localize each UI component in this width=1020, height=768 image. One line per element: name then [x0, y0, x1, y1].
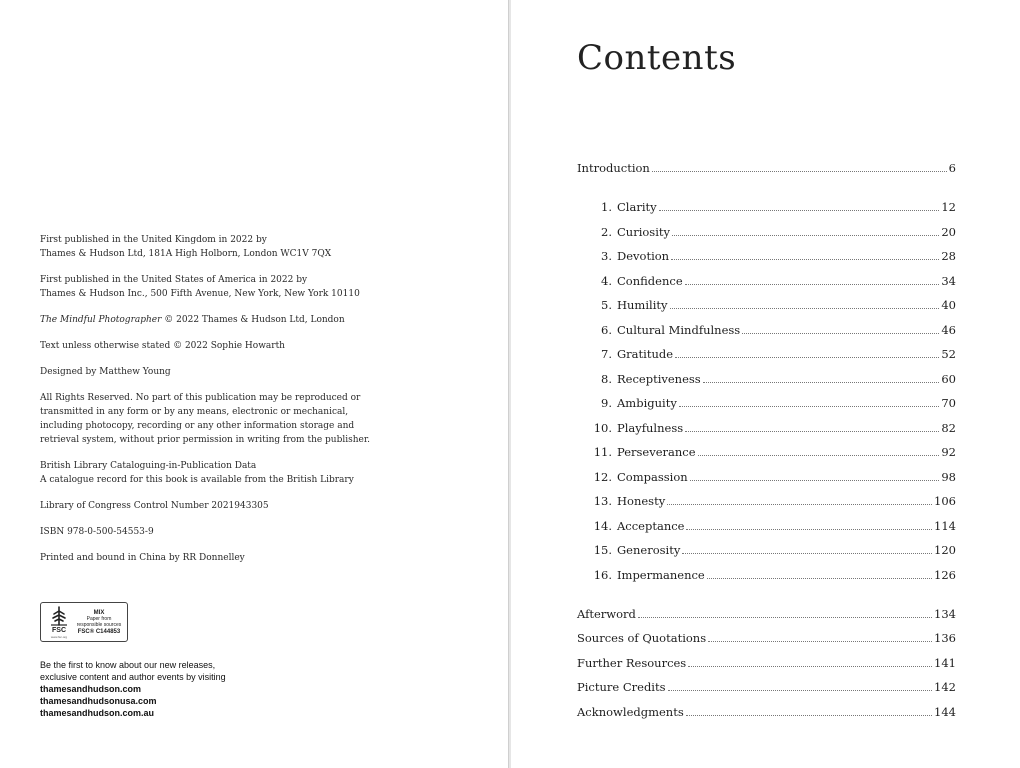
toc-entry-page: 120: [934, 543, 956, 557]
imprint-paragraph: [40, 391, 370, 447]
toc-entry-number: 12.: [593, 469, 612, 484]
toc-leader-dots: [659, 210, 940, 211]
toc-leader-dots: [742, 333, 939, 334]
toc-leader-dots: [690, 480, 940, 481]
fsc-brand: FSC: [52, 627, 66, 634]
toc-entry-page: 52: [941, 347, 956, 361]
toc-entry-number: 10.: [593, 420, 612, 435]
book-title: The Mindful Photographer: [40, 315, 162, 325]
toc-leader-dots: [708, 641, 932, 642]
toc-entry-number: 1.: [601, 200, 612, 214]
imprint-line: Text unless otherwise stated © 2022 Sophie Howarth: [40, 341, 285, 351]
imprint-line: Thames & Hudson Inc., 500 Fifth Avenue, New York, New York 10110: [40, 289, 360, 299]
toc-entry[interactable]: [582, 445, 956, 459]
imprint-line: ISBN 978-0-500-54553-9: [40, 527, 154, 537]
toc-entry[interactable]: [582, 421, 956, 435]
toc-entry-page: 12: [941, 200, 956, 214]
toc-entry[interactable]: [577, 680, 956, 694]
toc-entry[interactable]: [582, 470, 956, 484]
toc-entry-number: 13.: [593, 494, 612, 508]
imprint-paragraph: [40, 339, 370, 353]
fsc-mix: MIX: [93, 609, 105, 616]
toc-entry-page: 136: [934, 631, 956, 645]
toc-leader-dots: [667, 504, 932, 505]
toc-entry-label: Devotion: [617, 249, 670, 263]
toc-entry-label: Curiosity: [617, 224, 671, 239]
imprint-block: [40, 233, 370, 577]
toc-entry-number: 2.: [601, 224, 612, 239]
toc-entry[interactable]: [582, 494, 956, 508]
toc-entry-number: 16.: [593, 567, 612, 582]
toc-entry-label: Honesty: [617, 494, 666, 508]
toc-entry-label: Gratitude: [617, 347, 674, 361]
toc-entry-label: Receptiveness: [617, 371, 701, 386]
toc-entry-page: 114: [934, 518, 956, 533]
toc-entry-page: 60: [941, 371, 956, 386]
toc-entry-number: 15.: [593, 543, 612, 557]
toc-entry[interactable]: [582, 372, 956, 386]
toc-leader-dots: [698, 455, 940, 456]
toc-entry[interactable]: [582, 396, 956, 410]
imprint-line: Designed by Matthew Young: [40, 367, 171, 377]
toc-entry-label: Acknowledgments: [577, 704, 684, 719]
toc-entry-label: Confidence: [617, 273, 683, 288]
toc-leader-dots: [670, 308, 940, 309]
toc-entry[interactable]: [577, 607, 956, 621]
toc-entry-page: 106: [934, 494, 956, 508]
imprint-paragraph: [40, 525, 370, 539]
imprint-paragraph: [40, 499, 370, 513]
toc-entry-page: 141: [934, 655, 956, 670]
toc-leader-dots: [672, 235, 939, 236]
toc-leader-dots: [688, 666, 932, 667]
toc-entry[interactable]: [577, 705, 956, 719]
toc-entry-label: Acceptance: [617, 518, 685, 533]
toc-leader-dots: [638, 617, 932, 618]
website-link-us[interactable]: thamesandhudsonusa.com: [40, 696, 157, 706]
contents-page: [511, 0, 1020, 768]
toc-entry[interactable]: [577, 656, 956, 670]
promo-line: Be the first to know about our new releases,: [40, 660, 216, 670]
toc-entry-number: 8.: [601, 371, 612, 386]
toc-entry-number: 11.: [593, 445, 612, 459]
toc-entry[interactable]: [582, 274, 956, 288]
website-link-uk[interactable]: thamesandhudson.com: [40, 684, 142, 694]
toc-entry-label: Clarity: [617, 200, 657, 214]
toc-entry-label: Afterword: [577, 606, 636, 621]
toc-leader-dots: [652, 171, 947, 172]
toc-leader-dots: [703, 382, 940, 383]
fsc-code: FSC® C144853: [77, 628, 121, 635]
toc-entry-number: 14.: [593, 518, 612, 533]
toc-entry-number: 4.: [601, 273, 612, 288]
fsc-sub-1: Paper from: [86, 615, 112, 622]
fsc-url: www.fsc.org: [50, 635, 68, 639]
toc-entry-page: 70: [941, 396, 956, 410]
toc-leader-dots: [679, 406, 940, 407]
imprint-paragraph: [40, 273, 370, 301]
toc-entry-label: Playfulness: [617, 420, 684, 435]
toc-entry-label: Generosity: [617, 543, 681, 557]
imprint-line: First published in the United States of America in 2022 by: [40, 275, 308, 285]
toc-entry-page: 46: [941, 322, 956, 337]
toc-entry-page: 34: [941, 273, 956, 288]
toc-entry-page: 40: [941, 298, 956, 312]
toc-entry-page: 20: [941, 224, 956, 239]
toc-entry-page: 92: [941, 445, 956, 459]
toc-entry-label: Picture Credits: [577, 680, 666, 694]
toc-entry-label: Impermanence: [617, 567, 705, 582]
toc-entry-page: 144: [934, 704, 956, 719]
toc-entry-number: 3.: [601, 249, 612, 263]
toc-leader-dots: [682, 553, 932, 554]
toc-entry-label: Perseverance: [617, 445, 696, 459]
website-link-au[interactable]: thamesandhudson.com.au: [40, 708, 155, 718]
toc-entry-label: Ambiguity: [617, 396, 677, 410]
toc-entry-page: 6: [948, 161, 956, 175]
toc-leader-dots: [671, 259, 939, 260]
imprint-line: transmitted in any form or by any means, electronic or mechanical,: [40, 407, 349, 417]
toc-leader-dots: [685, 284, 940, 285]
toc-entry-page: 134: [934, 606, 956, 621]
imprint-paragraph: [40, 459, 370, 487]
toc-entry[interactable]: [582, 298, 956, 312]
toc-entry-page: 82: [941, 420, 956, 435]
imprint-line: retrieval system, without prior permission in writing from the publisher.: [40, 435, 371, 445]
imprint-paragraph: [40, 313, 370, 327]
toc-leader-dots: [685, 431, 939, 432]
toc-entry-number: 9.: [601, 396, 612, 410]
imprint-line: First published in the United Kingdom in 2022 by: [40, 235, 267, 245]
imprint-line: The Mindful Photographer © 2022 Thames & Hudson Ltd, London: [40, 315, 345, 325]
toc-entry-number: 7.: [601, 347, 612, 361]
toc-entry-page: 28: [941, 249, 956, 263]
fsc-sub-2: responsible sources: [76, 621, 122, 628]
toc-entry[interactable]: [582, 543, 956, 557]
imprint-line: Library of Congress Control Number 2021943305: [40, 501, 269, 511]
toc-entry-label: Further Resources: [577, 655, 687, 670]
toc-entry-page: 98: [941, 469, 956, 484]
toc-leader-dots: [675, 357, 939, 358]
fsc-tree-icon: [44, 605, 74, 639]
promo-block: [40, 659, 370, 719]
fsc-logo: [40, 602, 128, 642]
contents-title: Contents: [577, 38, 737, 78]
imprint-line: Printed and bound in China by RR Donnelley: [40, 553, 245, 563]
imprint-line: A catalogue record for this book is available from the British Library: [40, 475, 354, 485]
toc-leader-dots: [707, 578, 932, 579]
toc-entry-page: 126: [934, 567, 956, 582]
toc-entry-label: Sources of Quotations: [577, 631, 707, 645]
toc-entry[interactable]: [582, 249, 956, 263]
toc-leader-dots: [686, 529, 932, 530]
toc-entry[interactable]: [577, 161, 956, 175]
fsc-text: [74, 610, 124, 635]
imprint-line: Thames & Hudson Ltd, 181A High Holborn, London WC1V 7QX: [40, 249, 332, 259]
imprint-paragraph: [40, 233, 370, 261]
toc-entry-number: 5.: [601, 298, 612, 312]
imprint-paragraph: [40, 365, 370, 379]
toc-entry[interactable]: [582, 200, 956, 214]
imprint-line: including photocopy, recording or any other information storage and: [40, 421, 355, 431]
toc-entry[interactable]: [582, 323, 956, 337]
toc-entry-label: Cultural Mindfulness: [617, 322, 741, 337]
toc-entry-number: 6.: [601, 322, 612, 337]
imprint-paragraph: [40, 551, 370, 565]
toc-leader-dots: [668, 690, 933, 691]
promo-line: exclusive content and author events by visiting: [40, 672, 226, 682]
toc-entry-label: Compassion: [617, 469, 688, 484]
copyright-page: [0, 0, 509, 768]
toc-entry[interactable]: [577, 631, 956, 645]
imprint-line: British Library Cataloguing-in-Publication Data: [40, 461, 257, 471]
toc-entry[interactable]: [582, 568, 956, 582]
toc-entry-page: 142: [934, 680, 956, 694]
toc-entry[interactable]: [582, 225, 956, 239]
toc-entry-label: Humility: [617, 298, 668, 312]
toc-leader-dots: [686, 715, 932, 716]
imprint-line: All Rights Reserved. No part of this publication may be reproduced or: [40, 393, 361, 403]
toc-entry[interactable]: [582, 347, 956, 361]
toc-entry[interactable]: [582, 519, 956, 533]
toc-entry-label: Introduction: [577, 161, 650, 175]
